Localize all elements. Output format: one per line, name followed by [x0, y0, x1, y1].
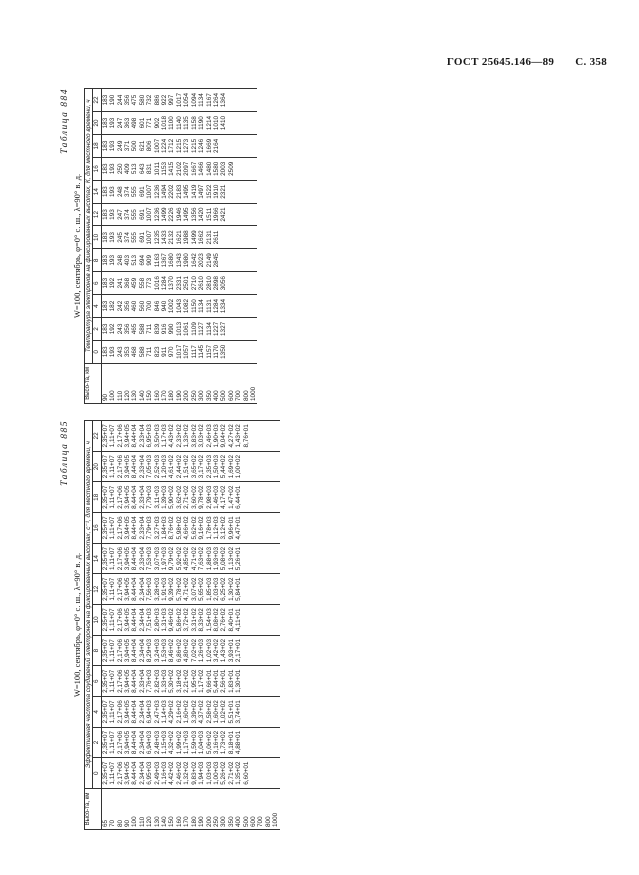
hour-column-header: 6 — [93, 272, 101, 295]
hour-column-header: 22 — [93, 89, 101, 112]
hour-column-header: 18 — [93, 134, 101, 157]
hour-column-header: 18 — [93, 482, 101, 513]
altitude-values: 65 70 80 90 100 110 120 130 140 150 160 170 180 190 200 250 300 350 400 500 600 700 800 1000 — [101, 788, 279, 829]
hour-column-header: 0 — [93, 340, 101, 363]
hour-column-values: 183 193 245 374 555 691 1007 1235 1433 2132 1621 1988 1499 1662 2131 2611 — [101, 226, 257, 249]
hour-column-values: 2,35+07 1,11+07 2,17+06 3,94+05 8,44+04 2,34+04 6,94+03 2,48+03 1,15+03 4,32+02 1,99+02 1,17+03 1,59+03 1,04+03 5,06+02 3,16+02 1,73+02 8,18+01 4,88+01 — [101, 727, 279, 758]
table-row — [101, 89, 257, 404]
hour-column-header: 8 — [93, 635, 101, 666]
hour-column-values: 2,35+07 1,11+07 2,17+06 3,94+05 8,44+04 2,34+04 6,95+03 2,49+03 1,16+03 4,42+02 2,46+02 1,32+02 9,83+02 1,94+03 1,03+03 1,00+03 5,26+02 2,71+02 1,35+02 6,60+01 — [101, 758, 279, 789]
hour-column-header: 12 — [93, 574, 101, 605]
hour-column-values: 2,35+07 1,11+07 2,17+06 3,94+05 8,44+04 2,34+04 7,51+03 2,80+03 1,31+03 9,46+02 5,86+02 3,72+02 3,31+02 8,33+02 1,54+03 8,08+02 2,76+02 8,40+01 4,11+01 — [101, 605, 279, 636]
hour-column-values: 183 192 243 356 465 588 711 839 916 990 1013 1061 1109 1127 1134 1227 1327 — [101, 317, 257, 340]
hour-column-header: 2 — [93, 317, 101, 340]
running-head — [447, 56, 607, 68]
table-number: Таблица 884 — [60, 88, 70, 154]
hour-column-values: 2,35+07 1,11+07 2,17+06 3,94+05 8,44+04 2,33+04 7,79+03 3,11+03 1,39+03 5,90+02 3,62+02 2,71+02 3,60+02 9,78+02 2,98+03 1,46+03 4,17+02 1,47+02 6,44+01 — [101, 482, 279, 513]
hour-column-header: 20 — [93, 451, 101, 482]
hour-column-header: 10 — [93, 226, 101, 249]
table-condition: W=100, сентябрь, φ=0° с. ш., λ=90° в. д. — [72, 552, 82, 698]
altitude-column-header: Высо-та, км — [85, 363, 102, 403]
hour-column-header: 16 — [93, 513, 101, 544]
altitude-values: 90 100 110 120 130 140 150 160 170 180 190 200 250 300 350 400 500 600 700 800 1000 — [101, 363, 257, 403]
table-condition: W=100, сентябрь, φ=0° с. ш., λ=90° в. д. — [72, 173, 82, 319]
table-subtitle: Температура электронов на фиксированных высотах, К, для местного времени, ч — [85, 89, 93, 364]
table-884-block — [60, 88, 580, 404]
hour-column-values: 183 192 241 368 459 558 773 1016 1284 1370 2331 2501 2710 2610 2810 2898 3056 — [101, 272, 257, 295]
hour-column-values: 183 190 244 356 475 580 732 886 922 997 1017 1054 1094 1134 1167 1264 1364 — [101, 89, 257, 112]
hour-column-header: 14 — [93, 180, 101, 203]
table-subtitle: Эффективная частота соударений электронов на фиксированных высотах, с⁻¹, для местного времени, ч — [85, 421, 93, 789]
table-number: Таблица 885 — [60, 420, 70, 486]
standard-id: ГОСТ 25645.146—89 — [446, 56, 555, 68]
hour-column-values: 183 193 249 371 500 621 806 1007 1224 1712 1215 1273 1215 1246 1669 2164 — [101, 134, 257, 157]
hour-column-values: 183 193 247 363 498 601 771 902 1018 1100 1140 1135 1158 1190 1214 1010 1410 — [101, 112, 257, 135]
hour-column-header: 14 — [93, 543, 101, 574]
hour-column-values: 2,35+07 1,11+07 2,17+06 3,94+05 8,44+04 2,33+04 7,79+03 3,27+03 1,84+03 8,76+02 5,98+02 4,66+02 5,62+02 9,16+02 1,78+03 1,12+03 3,12+02 9,96+01 4,47+01 — [101, 513, 279, 544]
hour-column-header: 4 — [93, 697, 101, 728]
hour-column-values: 183 193 243 353 468 588 711 823 911 970 1017 1057 1117 1145 1157 1170 1350 — [101, 340, 257, 363]
altitude-column-header: Высо-та, км — [85, 788, 102, 829]
hour-column-values: 2,35+07 1,11+07 2,17+06 3,94+05 8,44+04 2,33+04 7,53+03 3,07+03 1,97+03 9,79+02 5,92+02 4,85+02 4,71+02 7,63+02 1,88+03 1,93+03 5,08+02 1,13+02 5,26+01 — [101, 543, 279, 574]
hour-column-values: 2,35+07 1,11+07 2,17+06 3,94+05 8,44+04 2,33+04 7,76+03 2,82+03 1,33+03 5,30+02 3,18+02 2,21+02 1,95+02 1,17+02 9,66+01 5,44+01 2,56+01 1,83+01 1,30+01 — [101, 666, 279, 697]
hour-column-values: 2,35+07 1,11+07 2,17+06 3,94+05 8,44+04 2,34+04 8,29+03 3,24+03 1,53+03 8,46+02 6,86+02 4,80+02 7,02+02 1,26+03 1,02+03 3,42+02 1,43+02 3,93+01 2,17+01 — [101, 635, 279, 666]
hour-column-header: 2 — [93, 727, 101, 758]
hour-column-header: 4 — [93, 295, 101, 318]
table-885-block — [60, 420, 620, 830]
hour-column-values: 2,35+07 1,11+07 2,17+06 3,94+05 8,44+04 2,33+04 6,95+03 3,50+03 1,17+03 4,43+02 2,33+02 1,33+02 3,83+02 3,03+02 2,46+03 1,90+03 9,04+02 4,27+02 1,43+02 8,76+01 — [101, 421, 279, 452]
hour-column-header: 16 — [93, 157, 101, 180]
hour-column-header: 8 — [93, 249, 101, 272]
hour-column-values: 2,35+07 1,11+07 2,17+06 3,94+05 8,44+04 2,34+04 6,94+03 2,47+03 1,14+03 4,29+02 2,16+02 1,60+02 3,39+02 4,37+02 2,58+02 1,60+02 1,02+02 5,51+01 3,74+01 — [101, 697, 279, 728]
hour-column-values: 183 193 247 374 555 691 1007 1236 1499 2226 1946 1495 1356 1420 1511 1966 2421 — [101, 203, 257, 226]
hour-column-values: 2,35+07 1,11+07 2,17+06 3,94+05 8,44+04 2,34+04 7,56+03 3,28+03 1,91+03 9,39+02 5,78+02 4,71+02 3,07+02 5,65+02 1,85+03 2,03+03 6,25+02 1,30+02 5,84+01 — [101, 574, 279, 605]
hour-column-values: 183 193 250 409 513 643 831 1011 1153 1415 2102 2097 1667 1466 1480 1580 2003 2509 — [101, 157, 257, 180]
hour-column-values: 183 193 248 403 513 694 909 1163 1367 1680 1343 1980 1642 2023 2149 2845 — [101, 249, 257, 272]
data-table — [84, 420, 280, 830]
hour-column-values: 183 193 248 374 555 691 1007 1236 1494 2202 2183 1495 1419 1497 1522 1910 2321 — [101, 180, 257, 203]
hour-column-header: 6 — [93, 666, 101, 697]
hour-column-values: 183 182 242 356 460 560 700 846 940 1002 1043 1082 1150 1134 1131 1284 1334 — [101, 295, 257, 318]
hour-column-values: 2,35+07 1,11+07 2,17+06 3,94+05 8,44+04 2,33+04 7,05+03 2,52+03 1,20+03 4,61+02 2,44+02 1,51+02 3,65+02 3,17+02 2,35+03 1,50+03 5,44+02 1,69+02 1,00+02 — [101, 451, 279, 482]
hour-column-header: 22 — [93, 421, 101, 452]
data-table — [84, 88, 257, 404]
table-row — [101, 421, 279, 830]
hour-column-header: 10 — [93, 605, 101, 636]
page-number: С. 358 — [575, 56, 607, 68]
hour-column-header: 12 — [93, 203, 101, 226]
hour-column-header: 20 — [93, 112, 101, 135]
hour-column-header: 0 — [93, 758, 101, 789]
